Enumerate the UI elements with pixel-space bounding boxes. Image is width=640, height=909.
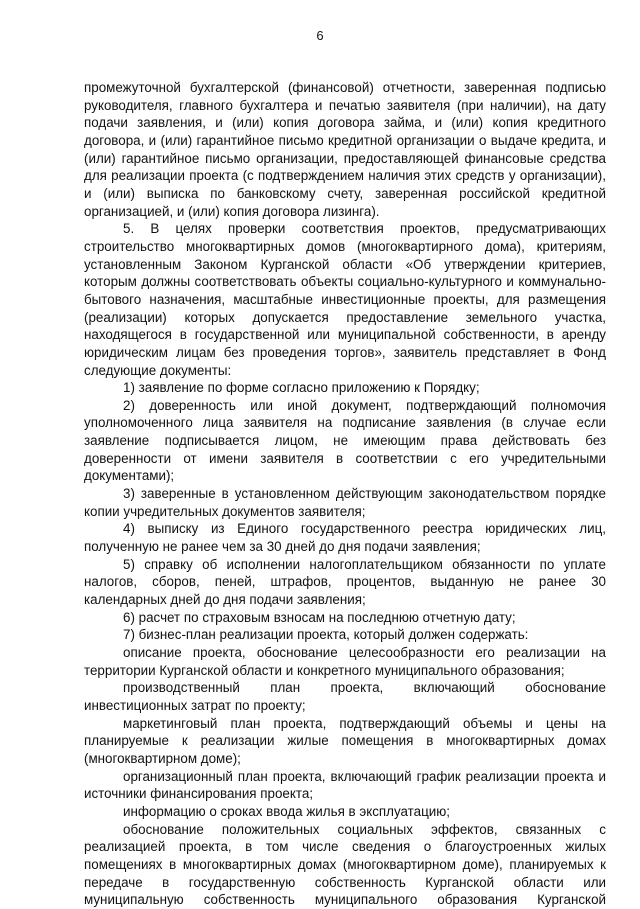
text-line: календарных дней до дня подачи заявления; [84,592,366,608]
text-line: информацию о сроках ввода жилья в эксплуатацию; [123,803,451,819]
text-line: для реализации проекта (с подтверждением наличия этих средств у организации), [84,168,606,184]
text-line: находящегося в государственной или муниципальной собственности, в аренду [84,327,606,343]
text-line: муниципальную собственность муниципального образования Курганской [84,892,606,908]
text-line: 3) заверенные в установленном действующим законодательством порядке [123,486,606,502]
text-line: источники финансирования проекта; [84,786,314,802]
text-line: инвестиционных затрат по проекту; [84,697,306,713]
text-line: 5) справку об исполнении налогоплательщиком обязанности по уплате [123,556,606,572]
text-line: копии учредительных документов заявителя; [84,503,366,519]
text-line: которым должны соответствовать объекты социально-культурного и коммунально- [84,274,606,290]
text-line: (реализации) которых допускается предоставление земельного участка, [84,309,606,325]
text-line: установленным Законом Курганской области «Об утверждении критериев, [84,256,606,272]
page-number: 6 [316,28,324,43]
text-line: подачи заявления, и (или) копия договора займа, и (или) копия кредитного [84,115,606,131]
text-line: 5. В целях проверки соответствия проектов, предусматривающих [123,221,606,237]
text-line: юридическим лицам без проведения торгов», заявитель представляет в Фонд [84,344,606,360]
text-line: планируемые к реализации жилые помещения в многоквартирных домах [84,733,606,749]
text-line: реализацией проекта, в том числе сведения о благоустроенных жилых [84,839,606,855]
text-line: и (или) выписка по банковскому счету, заверенная российской кредитной [84,185,606,201]
text-line: организационный план проекта, включающий график реализации проекта и [123,768,606,784]
text-line: договора, и (или) гарантийное письмо кредитной организации о выдаче кредита, и [84,132,606,148]
text-line: полученную не ранее чем за 30 дней до дня подачи заявления; [84,539,481,555]
text-line: производственный план проекта, включающий обоснование [123,680,606,696]
text-line: налогов, сборов, пеней, штрафов, процентов, выданную не ранее 30 [84,574,606,590]
text-line: помещениях в многоквартирных домах (многоквартирном доме), планируемых к [84,856,606,872]
text-line: доверенности от имени заявителя в соответствии с его учредительными [84,450,606,466]
text-line: маркетинговый план проекта, подтверждающий объемы и цены на [123,715,606,731]
text-line: передаче в государственную собственность Курганской области или [84,874,606,890]
text-line: 6) расчет по страховым взносам на последнюю отчетную дату; [123,609,516,625]
document-body [84,79,606,909]
text-line: обоснование положительных социальных эффектов, связанных с [123,821,606,837]
text-line: промежуточной бухгалтерской (финансовой) отчетности, заверенная подписью [84,80,606,95]
text-line: руководителя, главного бухгалтера и печатью заявителя (при наличии), на дату [84,97,606,113]
text-line: документами); [84,468,175,484]
text-line: 4) выписку из Единого государственного реестра юридических лиц, [123,521,606,537]
text-line: (или) гарантийное письмо организации, предоставляющей финансовые средства [84,150,606,166]
text-line: строительство многоквартирных домов (многоквартирного дома), критериям, [84,238,606,254]
text-line: бытового назначения, масштабные инвестиционные проекты, для размещения [84,291,606,307]
text-line: 2) доверенность или иной документ, подтверждающий полномочия [123,397,606,413]
text-line: 7) бизнес-план реализации проекта, который должен содержать: [123,627,529,643]
text-line: 1) заявление по форме согласно приложению к Порядку; [123,380,480,396]
text-line: следующие документы: [84,362,232,378]
text-line: заявление подписывается лицом, не имеющим права действовать без [84,433,606,449]
text-line: описание проекта, обоснование целесообразности его реализации на [123,645,606,660]
text-line: (многоквартирном доме); [84,750,241,766]
text-line: уполномоченного лица заявителя на подписание заявления (в случае если [84,415,606,431]
text-line: организацией, и (или) копия договора лизинга). [84,203,380,219]
text-line: территории Курганской области и конкретного муниципального образования; [84,662,565,678]
